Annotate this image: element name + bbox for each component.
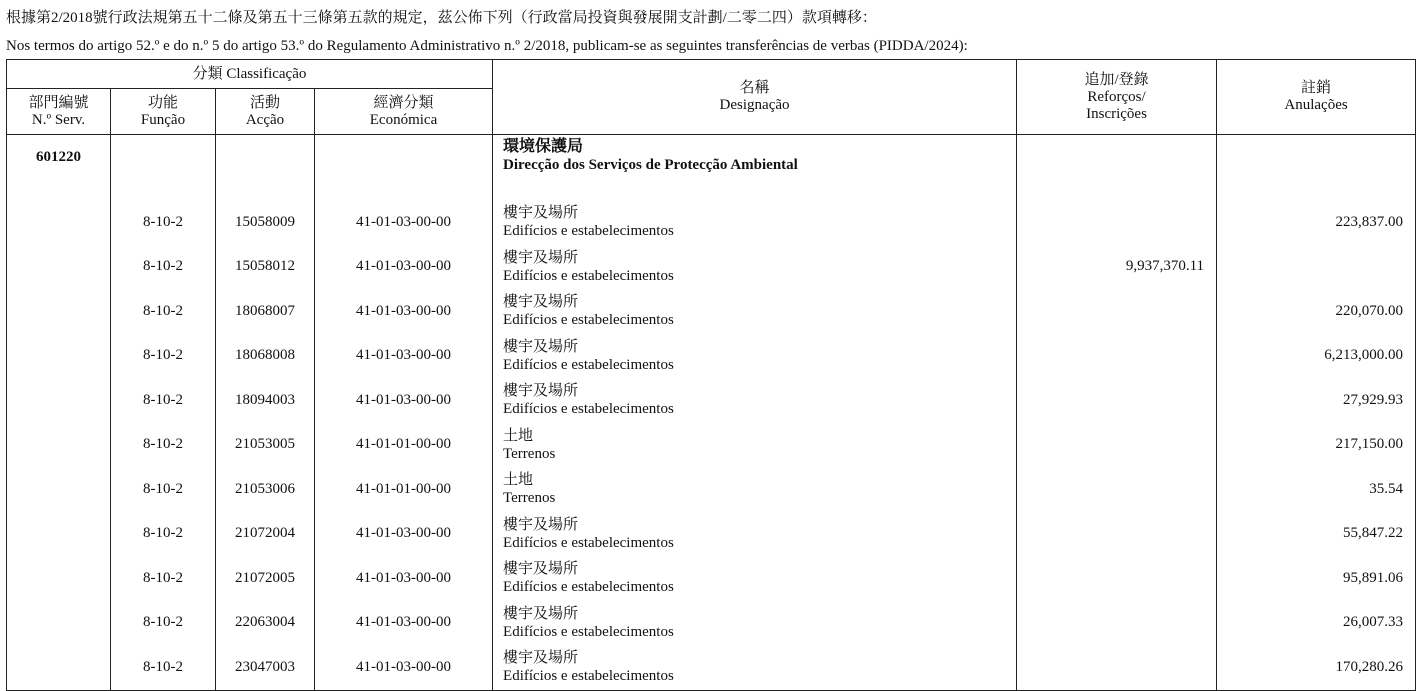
service-number-header bbox=[7, 89, 111, 135]
reinforcements-header bbox=[1017, 60, 1217, 135]
reinforcement-cell bbox=[1017, 334, 1217, 379]
economic-header bbox=[315, 89, 493, 135]
reinforcements-header-pt-1: Reforços/ bbox=[1087, 88, 1146, 105]
table-row bbox=[7, 556, 1416, 601]
economic-cell: 41-01-03-00-00 bbox=[315, 378, 493, 423]
action-header-zh: 活動 bbox=[249, 94, 280, 111]
designation-zh: 樓宇及場所 bbox=[503, 294, 579, 311]
designation-zh: 樓宇及場所 bbox=[503, 516, 579, 533]
function-header bbox=[111, 89, 216, 135]
service-cell bbox=[7, 467, 111, 512]
reinforcement-cell bbox=[1017, 645, 1217, 690]
designation-zh: 樓宇及場所 bbox=[503, 650, 579, 667]
reinforcements-header-pt-2: Inscrições bbox=[1086, 105, 1147, 122]
annulment-cell: 26,007.33 bbox=[1217, 601, 1416, 646]
function-cell: 8-10-2 bbox=[111, 378, 216, 423]
annulment-cell: 217,150.00 bbox=[1217, 423, 1416, 468]
reinforcement-cell bbox=[1017, 601, 1217, 646]
designation-zh: 樓宇及場所 bbox=[503, 338, 579, 355]
annulment-cell: 95,891.06 bbox=[1217, 556, 1416, 601]
annulment-cell: 220,070.00 bbox=[1217, 289, 1416, 334]
reinforcement-cell bbox=[1017, 378, 1217, 423]
designation-header-pt: Designação bbox=[719, 97, 790, 113]
designation-cell bbox=[493, 512, 1017, 557]
annulment-cell: 170,280.26 bbox=[1217, 645, 1416, 690]
table-row bbox=[7, 245, 1416, 290]
designation-pt: Terrenos bbox=[503, 490, 556, 507]
action-cell: 15058009 bbox=[216, 200, 315, 245]
department-action-cell bbox=[216, 135, 315, 201]
designation-cell bbox=[493, 200, 1017, 245]
table-body bbox=[7, 135, 1416, 691]
function-cell: 8-10-2 bbox=[111, 245, 216, 290]
economic-cell: 41-01-03-00-00 bbox=[315, 601, 493, 646]
service-cell bbox=[7, 512, 111, 557]
service-number-header-zh: 部門編號 bbox=[28, 94, 89, 111]
designation-header-zh: 名稱 bbox=[739, 80, 770, 96]
economic-cell: 41-01-03-00-00 bbox=[315, 556, 493, 601]
annulment-cell bbox=[1217, 245, 1416, 290]
service-cell bbox=[7, 378, 111, 423]
designation-zh: 樓宇及場所 bbox=[503, 605, 579, 622]
function-cell: 8-10-2 bbox=[111, 601, 216, 646]
economic-cell: 41-01-03-00-00 bbox=[315, 512, 493, 557]
service-cell bbox=[7, 289, 111, 334]
annulment-cell: 223,837.00 bbox=[1217, 200, 1416, 245]
economic-header-zh: 經濟分類 bbox=[373, 94, 434, 111]
action-cell: 18068007 bbox=[216, 289, 315, 334]
annulment-cell: 35.54 bbox=[1217, 467, 1416, 512]
function-cell: 8-10-2 bbox=[111, 512, 216, 557]
service-cell bbox=[7, 645, 111, 690]
reinforcements-header-zh: 追加/登錄 bbox=[1084, 71, 1149, 88]
designation-pt: Edifícios e estabelecimentos bbox=[503, 356, 674, 373]
service-cell bbox=[7, 556, 111, 601]
designation-zh: 樓宇及場所 bbox=[503, 561, 579, 578]
budget-transfer-table bbox=[6, 59, 1416, 691]
table-row bbox=[7, 423, 1416, 468]
annulment-cell: 6,213,000.00 bbox=[1217, 334, 1416, 379]
designation-cell bbox=[493, 334, 1017, 379]
designation-pt: Edifícios e estabelecimentos bbox=[503, 668, 674, 685]
designation-cell bbox=[493, 601, 1017, 646]
designation-pt: Edifícios e estabelecimentos bbox=[503, 267, 674, 284]
function-cell: 8-10-2 bbox=[111, 334, 216, 379]
economic-cell: 41-01-01-00-00 bbox=[315, 467, 493, 512]
reinforcement-cell bbox=[1017, 556, 1217, 601]
designation-cell bbox=[493, 645, 1017, 690]
department-reinforcements-cell bbox=[1017, 135, 1217, 201]
economic-cell: 41-01-03-00-00 bbox=[315, 289, 493, 334]
action-cell: 22063004 bbox=[216, 601, 315, 646]
function-cell: 8-10-2 bbox=[111, 289, 216, 334]
department-name-pt: Direcção dos Serviços de Protecção Ambiental bbox=[503, 157, 798, 173]
action-cell: 21053006 bbox=[216, 467, 315, 512]
designation-cell bbox=[493, 245, 1017, 290]
department-name-cell bbox=[493, 135, 1017, 201]
designation-zh: 樓宇及場所 bbox=[503, 383, 579, 400]
designation-pt: Edifícios e estabelecimentos bbox=[503, 579, 674, 596]
function-cell: 8-10-2 bbox=[111, 556, 216, 601]
designation-zh: 樓宇及場所 bbox=[503, 249, 579, 266]
annulment-cell: 27,929.93 bbox=[1217, 378, 1416, 423]
economic-cell: 41-01-03-00-00 bbox=[315, 645, 493, 690]
annulments-header bbox=[1217, 60, 1416, 135]
annulments-header-zh: 註銷 bbox=[1301, 80, 1332, 96]
designation-pt: Edifícios e estabelecimentos bbox=[503, 534, 674, 551]
department-function-cell bbox=[111, 135, 216, 201]
economic-cell: 41-01-03-00-00 bbox=[315, 334, 493, 379]
department-row bbox=[7, 135, 1416, 201]
function-cell: 8-10-2 bbox=[111, 423, 216, 468]
department-annulments-cell bbox=[1217, 135, 1416, 201]
annulment-cell: 55,847.22 bbox=[1217, 512, 1416, 557]
action-cell: 15058012 bbox=[216, 245, 315, 290]
designation-header bbox=[493, 60, 1017, 135]
designation-pt: Edifícios e estabelecimentos bbox=[503, 223, 674, 240]
service-cell bbox=[7, 601, 111, 646]
reinforcement-cell bbox=[1017, 423, 1217, 468]
reinforcement-cell bbox=[1017, 512, 1217, 557]
reinforcement-cell bbox=[1017, 467, 1217, 512]
reinforcement-cell bbox=[1017, 200, 1217, 245]
annulments-header-pt: Anulações bbox=[1284, 97, 1348, 113]
table-row bbox=[7, 467, 1416, 512]
action-cell: 18094003 bbox=[216, 378, 315, 423]
table-row bbox=[7, 378, 1416, 423]
economic-header-pt: Económica bbox=[369, 111, 438, 128]
function-header-zh: 功能 bbox=[147, 94, 178, 111]
reinforcement-cell bbox=[1017, 289, 1217, 334]
economic-cell: 41-01-03-00-00 bbox=[315, 200, 493, 245]
designation-zh: 土地 bbox=[503, 472, 534, 489]
intro-text-chinese: 根據第2/2018號行政法規第五十二條及第五十三條第五款的規定，茲公佈下列（行政當局投資與發展開支計劃/二零二四）款項轉移： bbox=[6, 10, 877, 26]
action-cell: 21072005 bbox=[216, 556, 315, 601]
designation-pt: Edifícios e estabelecimentos bbox=[503, 623, 674, 640]
designation-cell bbox=[493, 289, 1017, 334]
action-header-pt: Acção bbox=[245, 111, 285, 128]
table-header bbox=[7, 60, 1416, 135]
designation-pt: Edifícios e estabelecimentos bbox=[503, 312, 674, 329]
action-cell: 21053005 bbox=[216, 423, 315, 468]
service-number-header-pt: N.º Serv. bbox=[31, 111, 86, 128]
function-cell: 8-10-2 bbox=[111, 467, 216, 512]
economic-cell: 41-01-03-00-00 bbox=[315, 245, 493, 290]
designation-cell bbox=[493, 467, 1017, 512]
table-row bbox=[7, 200, 1416, 245]
service-cell bbox=[7, 245, 111, 290]
designation-pt: Terrenos bbox=[503, 445, 556, 462]
action-cell: 21072004 bbox=[216, 512, 315, 557]
service-cell bbox=[7, 334, 111, 379]
service-cell bbox=[7, 423, 111, 468]
classification-header: 分類 Classificação bbox=[7, 60, 493, 89]
designation-zh: 土地 bbox=[503, 427, 534, 444]
function-header-pt: Função bbox=[140, 111, 186, 128]
action-header bbox=[216, 89, 315, 135]
table-row bbox=[7, 601, 1416, 646]
table-row bbox=[7, 512, 1416, 557]
action-cell: 18068008 bbox=[216, 334, 315, 379]
department-code: 601220 bbox=[7, 135, 111, 201]
service-cell bbox=[7, 200, 111, 245]
table-row bbox=[7, 645, 1416, 690]
designation-zh: 樓宇及場所 bbox=[503, 205, 579, 222]
table-row bbox=[7, 289, 1416, 334]
department-name-zh: 環境保護局 bbox=[503, 138, 584, 155]
department-economic-cell bbox=[315, 135, 493, 201]
action-cell: 23047003 bbox=[216, 645, 315, 690]
table-row bbox=[7, 334, 1416, 379]
designation-cell bbox=[493, 423, 1017, 468]
designation-cell bbox=[493, 378, 1017, 423]
reinforcement-cell: 9,937,370.11 bbox=[1017, 245, 1217, 290]
designation-cell bbox=[493, 556, 1017, 601]
designation-pt: Edifícios e estabelecimentos bbox=[503, 401, 674, 418]
function-cell: 8-10-2 bbox=[111, 200, 216, 245]
intro-text-portuguese: Nos termos do artigo 52.º e do n.º 5 do artigo 53.º do Regulamento Administrativo n.º 2/2018, publicam-se as seguintes transferências de verbas (PIDDA/2024): bbox=[6, 38, 968, 54]
economic-cell: 41-01-01-00-00 bbox=[315, 423, 493, 468]
function-cell: 8-10-2 bbox=[111, 645, 216, 690]
